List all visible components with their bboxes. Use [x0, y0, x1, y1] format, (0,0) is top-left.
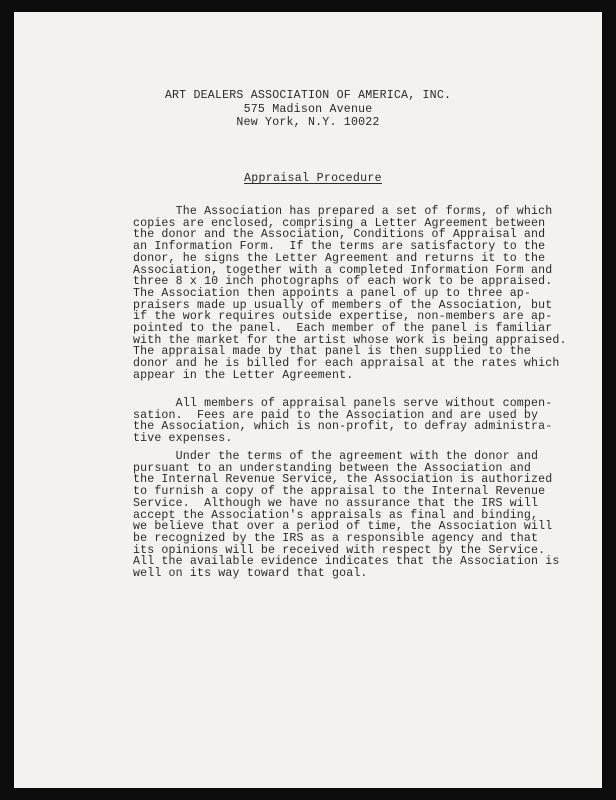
text-line: well on its way toward that goal. — [133, 567, 368, 581]
text-line: its opinions will be received with respect by the Service. — [133, 543, 546, 557]
text-line: pointed to the panel. Each member of the panel is familiar — [133, 322, 553, 336]
letterhead — [14, 89, 602, 130]
text-line: the Association, which is non-profit, to defray administra- — [133, 420, 553, 434]
organization-name: ART DEALERS ASSOCIATION OF AMERICA, INC. — [164, 89, 452, 102]
text-line: to furnish a copy of the appraisal to the Internal Revenue — [133, 485, 546, 499]
text-line: if the work requires outside expertise, non-members are ap- — [133, 310, 553, 324]
city-address: New York, N.Y. 10022 — [236, 116, 380, 129]
text-line: praisers made up usually of members of the Association, but — [133, 298, 553, 312]
document-title: Appraisal Procedure — [244, 172, 382, 185]
text-line: Association, together with a completed Information Form and — [133, 263, 553, 277]
text-line: the Internal Revenue Service, the Association is authorized — [133, 473, 553, 487]
text-line: pursuant to an understanding between the Association and — [133, 461, 532, 475]
text-line: be recognized by the IRS as a responsible agency and that — [133, 531, 539, 545]
text-line: Under the terms of the agreement with the donor and — [133, 450, 539, 463]
text-line: donor, he signs the Letter Agreement and returns it to the — [133, 251, 546, 265]
text-line: tive expenses. — [133, 432, 233, 446]
text-line: sation. Fees are paid to the Association and are used by — [133, 408, 539, 422]
text-line: we believe that over a period of time, the Association will — [133, 520, 553, 534]
text-line: donor and he is billed for each appraisal at the rates which — [133, 357, 560, 371]
document-page — [14, 12, 602, 788]
text-line: The Association then appoints a panel of up to three ap- — [133, 286, 532, 300]
street-address: 575 Madison Avenue — [243, 102, 373, 116]
text-line: Service. Although we have no assurance that the IRS will — [133, 496, 539, 510]
text-line: All the available evidence indicates that the Association is — [133, 555, 560, 569]
paragraph-forms — [133, 206, 579, 382]
text-line: three 8 x 10 inch photographs of each work to be appraised. — [133, 275, 553, 289]
text-line: All members of appraisal panels serve without compen- — [133, 397, 553, 410]
paragraph-irs — [133, 451, 579, 580]
text-line: the donor and the Association, Conditions of Appraisal and — [133, 228, 546, 242]
text-line: accept the Association's appraisals as final and binding, — [133, 508, 539, 522]
text-line: an Information Form. If the terms are satisfactory to the — [133, 240, 546, 254]
paragraph-fees — [133, 398, 579, 445]
text-line: copies are enclosed, comprising a Letter Agreement between — [133, 216, 546, 230]
text-line: with the market for the artist whose work is being appraised. — [133, 333, 567, 347]
text-line: appear in the Letter Agreement. — [133, 368, 354, 382]
text-line: The appraisal made by that panel is then supplied to the — [133, 345, 532, 359]
text-line: The Association has prepared a set of forms, of which — [133, 205, 553, 218]
